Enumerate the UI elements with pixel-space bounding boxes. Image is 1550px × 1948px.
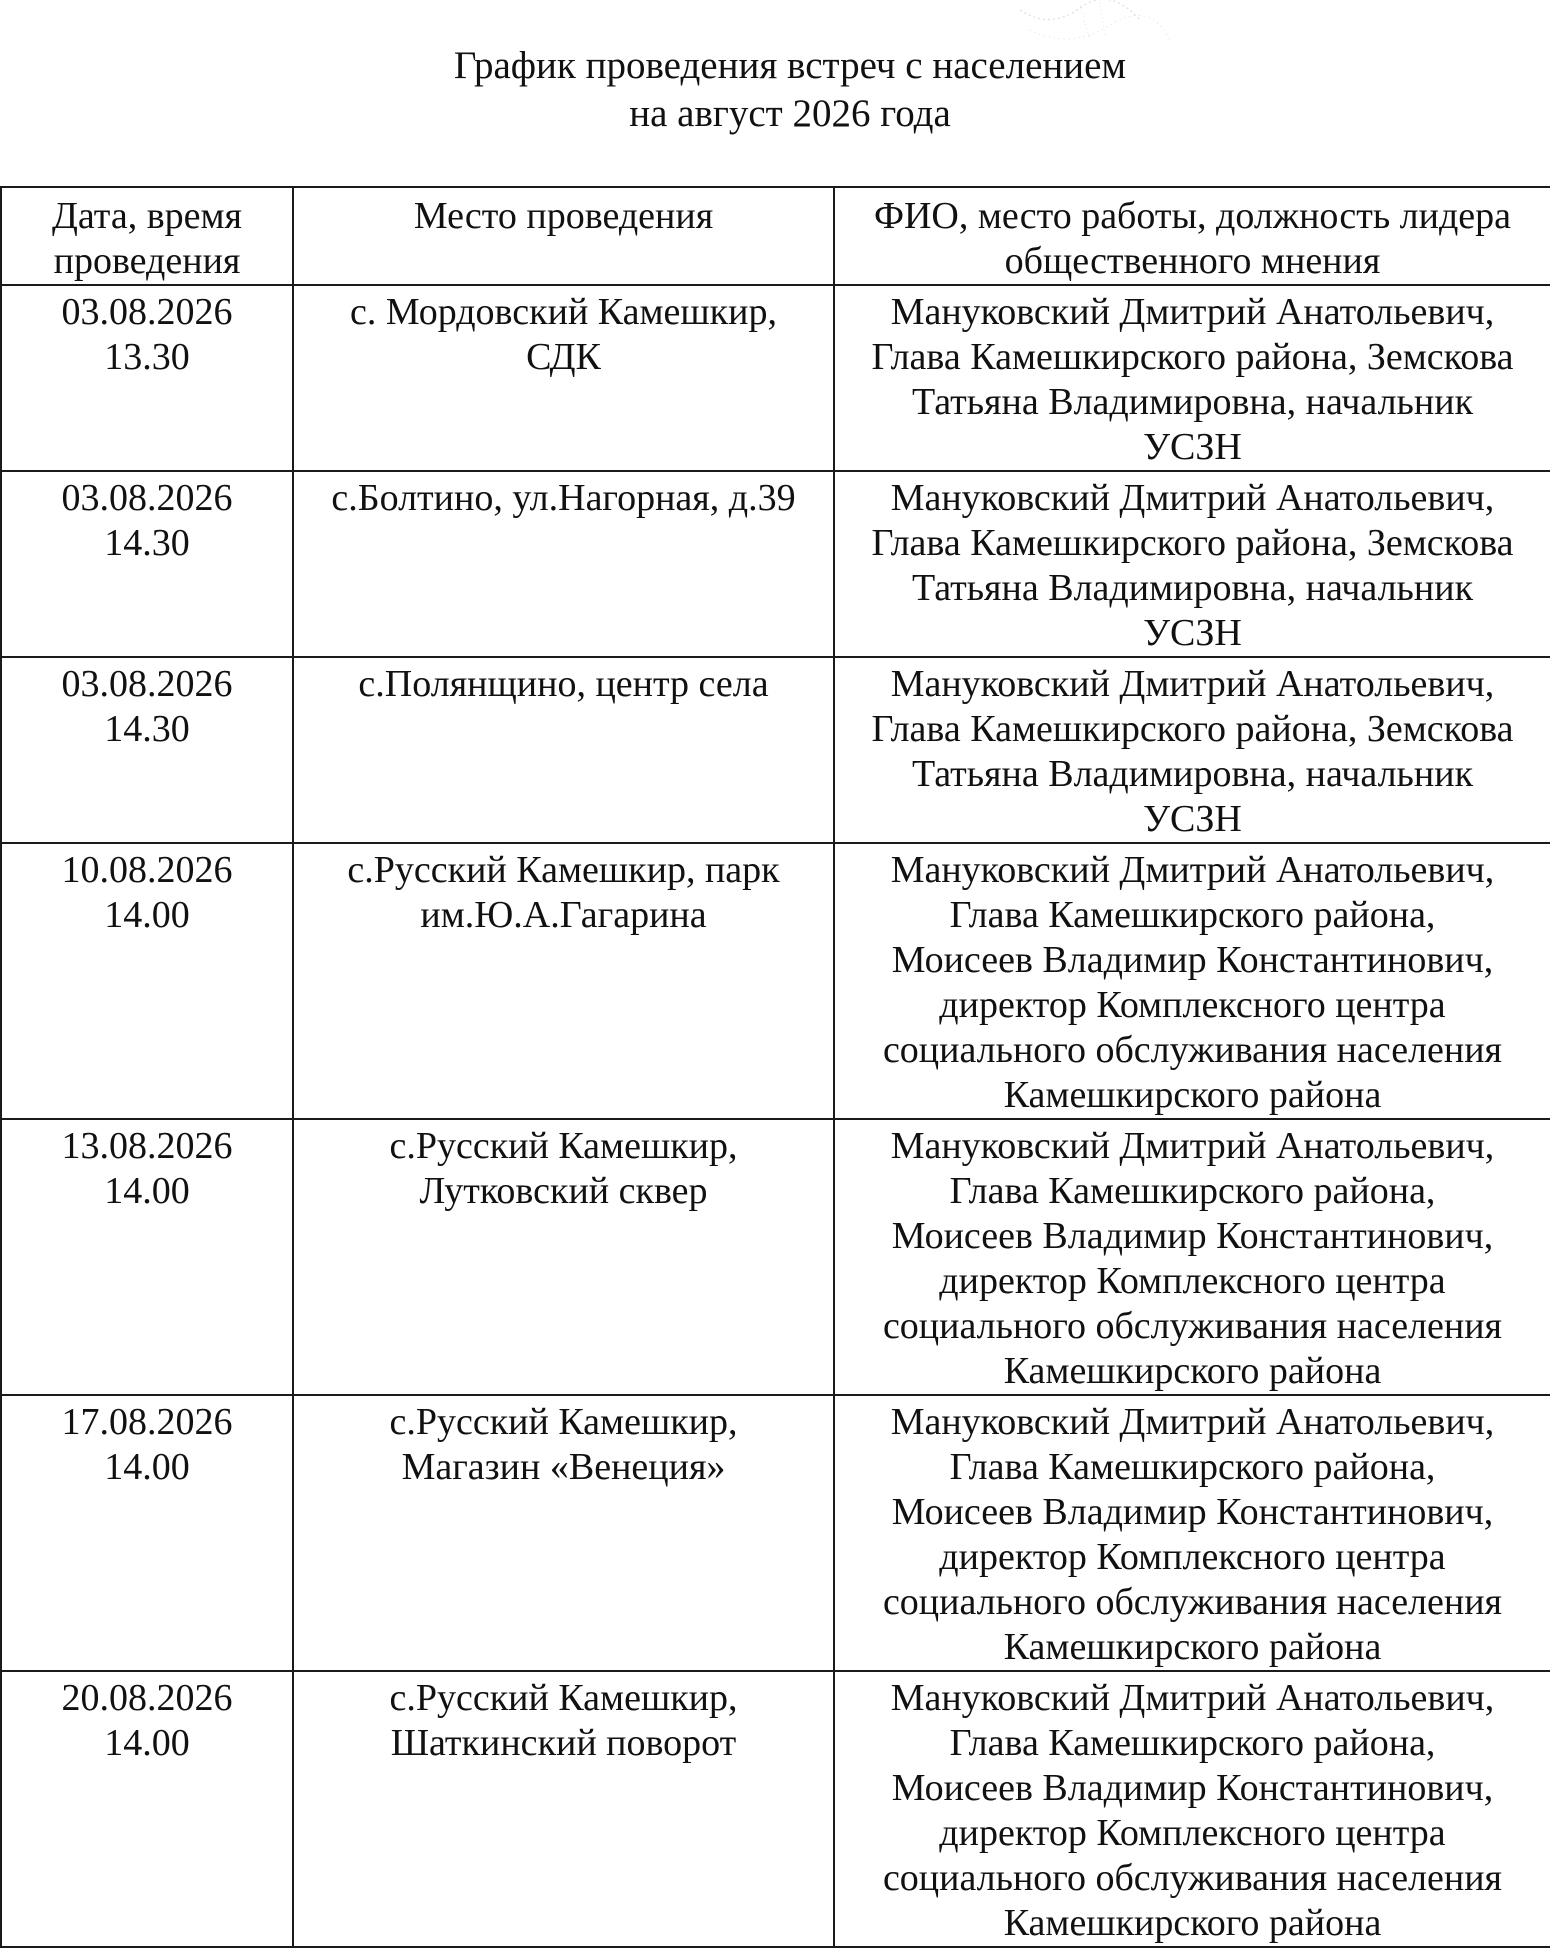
table-row [1,843,1550,1119]
cell-leader: Мануковский Дмитрий Анатольевич, Глава Камешкирского района, Земскова Татьяна Владимировна, начальник УСЗН [834,471,1550,657]
table-row [1,657,1550,843]
schedule-table [0,186,1550,1948]
cell-place: с.Болтино, ул.Нагорная, д.39 [293,471,834,657]
cell-date: 17.08.2026 14.00 [1,1395,293,1671]
cell-date: 03.08.2026 14.30 [1,657,293,843]
title-line-2: на август 2026 года [629,92,951,135]
cell-date: 10.08.2026 14.00 [1,843,293,1119]
cell-place: с.Русский Камешкир, Шаткинский поворот [293,1671,834,1947]
table-row [1,471,1550,657]
table-row [1,1395,1550,1671]
header-place: Место проведения [293,187,834,285]
table-row [1,1119,1550,1395]
cell-leader: Мануковский Дмитрий Анатольевич, Глава Камешкирского района, Моисеев Владимир Константинович, директор Комплексного центра социального обслуживания населения Камешкирского района [834,1119,1550,1395]
cell-place: с.Русский Камешкир, Магазин «Венеция» [293,1395,834,1671]
title-line-1: График проведения встреч с населением [453,44,1127,87]
cell-date: 03.08.2026 13.30 [1,285,293,471]
cell-date: 03.08.2026 14.30 [1,471,293,657]
cell-date: 20.08.2026 14.00 [1,1671,293,1947]
header-leader: ФИО, место работы, должность лидера общественного мнения [834,187,1550,285]
cell-date: 13.08.2026 14.00 [1,1119,293,1395]
table-row [1,1671,1550,1947]
cell-leader: Мануковский Дмитрий Анатольевич, Глава Камешкирского района, Моисеев Владимир Константинович, директор Комплексного центра социального обслуживания населения Камешкирского района [834,843,1550,1119]
cell-place: с. Мордовский Камешкир, СДК [293,285,834,471]
cell-place: с.Полянщино, центр села [293,657,834,843]
cell-leader: Мануковский Дмитрий Анатольевич, Глава Камешкирского района, Моисеев Владимир Константинович, директор Комплексного центра социального обслуживания населения Камешкирского района [834,1671,1550,1947]
cell-leader: Мануковский Дмитрий Анатольевич, Глава Камешкирского района, Моисеев Владимир Константинович, директор Комплексного центра социального обслуживания населения Камешкирского района [834,1395,1550,1671]
table-header-row [1,187,1550,285]
table-row [1,285,1550,471]
cell-place: с.Русский Камешкир, Лутковский сквер [293,1119,834,1395]
cell-place: с.Русский Камешкир, парк им.Ю.А.Гагарина [293,843,834,1119]
cell-leader: Мануковский Дмитрий Анатольевич, Глава Камешкирского района, Земскова Татьяна Владимировна, начальник УСЗН [834,285,1550,471]
cell-leader: Мануковский Дмитрий Анатольевич, Глава Камешкирского района, Земскова Татьяна Владимировна, начальник УСЗН [834,657,1550,843]
header-date: Дата, время проведения [1,187,293,285]
stamp-mark [1010,0,1180,60]
document-title [0,42,1550,138]
